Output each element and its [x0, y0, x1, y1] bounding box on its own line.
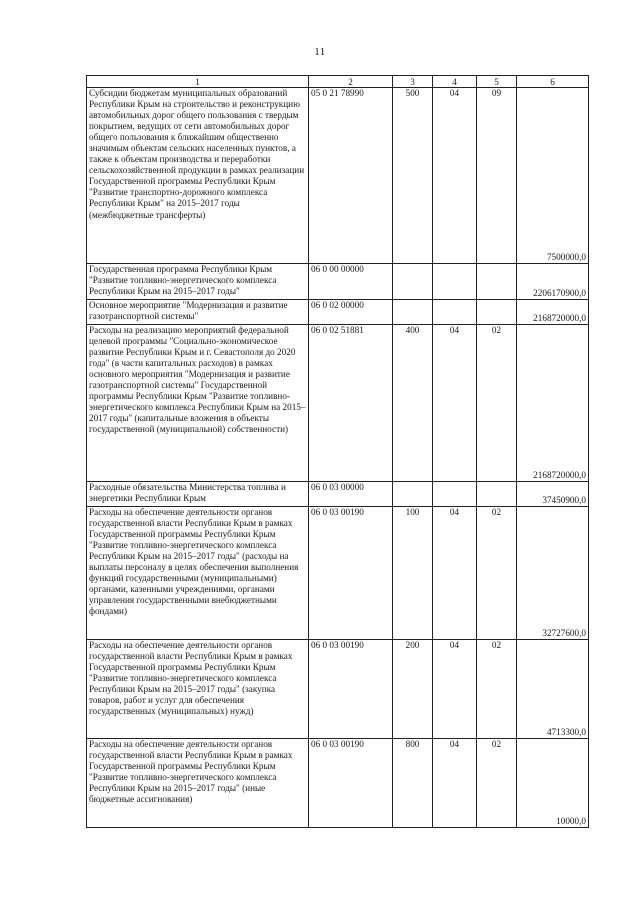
row-name: Расходы на обеспечение деятельности органов государственной власти Республики Крым в рамках Государственной программы Республики Крым "Развитие топливно-энергетического комплекса Республики Крым на 2015–2017 годы" (расходы на выплаты персоналу в целях обеспечения выполнения функций государственными (муниципальными) органами, казенными учреждениями, органами управления государственными внебюджетными фондами)	[87, 507, 309, 640]
row-target-code: 06 0 03 00000	[309, 482, 393, 507]
page-number: 11	[314, 46, 326, 58]
row-name: Расходные обязательства Министерства топлива и энергетики Республики Крым	[87, 482, 309, 507]
row-section: 04	[433, 739, 477, 828]
table-row	[87, 739, 589, 828]
table-row	[87, 300, 589, 325]
row-expense-type: 200	[393, 640, 433, 739]
table-row	[87, 640, 589, 739]
row-target-code: 05 0 21 78990	[309, 88, 393, 264]
row-target-code: 06 0 00 00000	[309, 264, 393, 300]
row-section	[433, 482, 477, 507]
table-row	[87, 264, 589, 300]
row-name: Государственная программа Республики Крым "Развитие топливно-энергетического комплекса Республики Крым на 2015–2017 годы"	[87, 264, 309, 300]
row-amount: 4713300,0	[517, 640, 589, 739]
row-expense-type: 100	[393, 507, 433, 640]
row-section: 04	[433, 640, 477, 739]
row-target-code: 06 0 02 51881	[309, 325, 393, 482]
column-header-amount: 6	[517, 76, 589, 88]
row-name: Расходы на реализацию мероприятий федеральной целевой программы "Социально-экономическое развитие Республики Крым и г. Севастополя до 2020 года" (в части капитальных расходов) в рамках основного мероприятия "Модернизация и развитие газотранспортной системы" Государственной программы Республики Крым "Развитие топливно-энергетического комплекса Республики Крым на 2015–2017 годы" (капитальные вложения в объекты государственной (муниципальной) собственности)	[87, 325, 309, 482]
row-name: Расходы на обеспечение деятельности органов государственной власти Республики Крым в рамках Государственной программы Республики Крым "Развитие топливно-энергетического комплекса Республики Крым на 2015–2017 годы" (иные бюджетные ассигнования)	[87, 739, 309, 828]
row-expense-type	[393, 300, 433, 325]
row-amount: 2168720000,0	[517, 325, 589, 482]
row-section	[433, 300, 477, 325]
table-row	[87, 507, 589, 640]
row-subsection: 02	[477, 325, 517, 482]
row-target-code: 06 0 03 00190	[309, 739, 393, 828]
column-header-expense-type: 3	[393, 76, 433, 88]
row-name: Основное мероприятие "Модернизация и развитие газотранспортной системы"	[87, 300, 309, 325]
budget-table	[86, 75, 589, 828]
row-subsection: 02	[477, 507, 517, 640]
row-section: 04	[433, 507, 477, 640]
row-expense-type	[393, 264, 433, 300]
row-subsection: 09	[477, 88, 517, 264]
row-amount: 10000,0	[517, 739, 589, 828]
column-header-name: 1	[87, 76, 309, 88]
row-section: 04	[433, 325, 477, 482]
row-expense-type: 800	[393, 739, 433, 828]
row-amount: 2168720000,0	[517, 300, 589, 325]
row-expense-type	[393, 482, 433, 507]
row-target-code: 06 0 02 00000	[309, 300, 393, 325]
row-amount: 7500000,0	[517, 88, 589, 264]
column-header-subsection: 5	[477, 76, 517, 88]
table-row	[87, 325, 589, 482]
row-subsection	[477, 482, 517, 507]
row-expense-type: 500	[393, 88, 433, 264]
row-target-code: 06 0 03 00190	[309, 640, 393, 739]
table-row	[87, 482, 589, 507]
row-subsection: 02	[477, 640, 517, 739]
row-section: 04	[433, 88, 477, 264]
row-name: Субсидии бюджетам муниципальных образований Республики Крым на строительство и реконструкцию автомобильных дорог общего пользования с твердым покрытием, ведущих от сети автомобильных дорог общего пользования к ближайшим общественно значимым объектам сельских населенных пунктов, а также к объектам производства и переработки сельскохозяйственной продукции в рамках реализации Государственной программы Республики Крым "Развитие транспортно-дорожного комплекса Республики Крым" на 2015–2017 годы (межбюджетные трансферты)	[87, 88, 309, 264]
row-target-code: 06 0 03 00190	[309, 507, 393, 640]
row-section	[433, 264, 477, 300]
row-amount: 37450900,0	[517, 482, 589, 507]
row-subsection	[477, 300, 517, 325]
row-expense-type: 400	[393, 325, 433, 482]
row-amount: 32727600,0	[517, 507, 589, 640]
row-amount: 2206170900,0	[517, 264, 589, 300]
column-header-code: 2	[309, 76, 393, 88]
table-row	[87, 88, 589, 264]
column-header-section: 4	[433, 76, 477, 88]
row-subsection: 02	[477, 739, 517, 828]
row-name: Расходы на обеспечение деятельности органов государственной власти Республики Крым в рамках Государственной программы Республики Крым "Развитие топливно-энергетического комплекса Республики Крым на 2015–2017 годы" (закупка товаров, работ и услуг для обеспечения государственных (муниципальных) нужд)	[87, 640, 309, 739]
row-subsection	[477, 264, 517, 300]
table-header-row	[87, 76, 589, 88]
